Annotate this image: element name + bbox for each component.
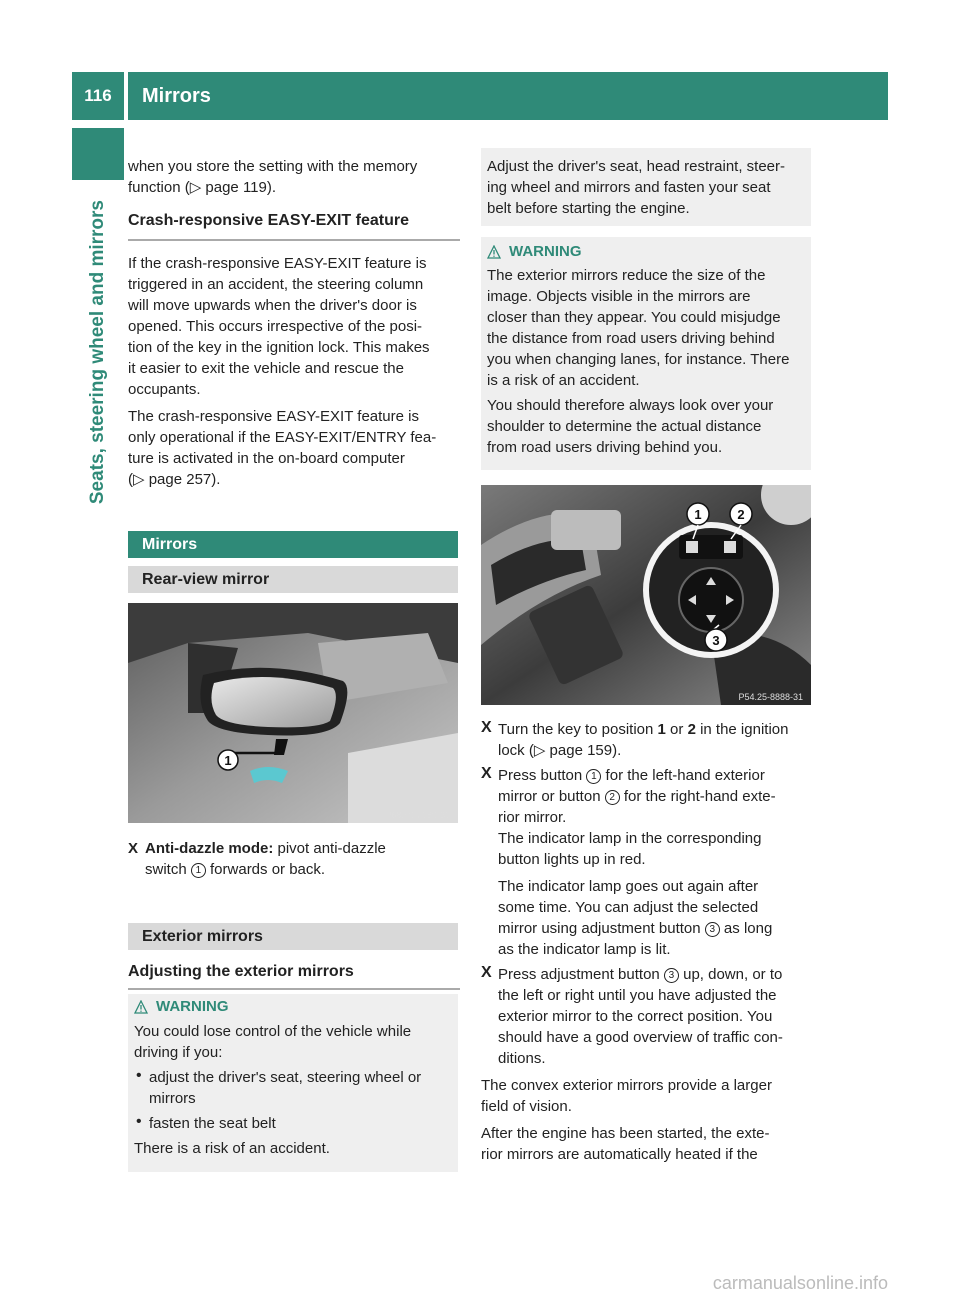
convex-paragraph [481,1075,814,1117]
text-line: button lights up in red. [498,851,646,868]
text-line: you when changing lanes, for instance. There [487,351,790,368]
text-line: Adjust the driver's seat, head restraint, steer- [487,158,786,175]
text-line: mirrors [149,1090,196,1107]
callout-3: 3 [712,633,720,648]
text-line: mirror using adjustment button 3 as long [498,920,773,937]
adjusting-heading: Adjusting the exterior mirrors [128,963,354,980]
divider [128,239,460,241]
step-item-cont [128,859,460,880]
warning-triangle-icon [487,245,501,259]
text-line: is a risk of an accident. [487,372,640,389]
text-line: The indicator lamp goes out again after [498,878,759,895]
step-item [481,719,814,761]
bullet-item: • fasten the seat belt [134,1113,452,1134]
rearview-bar: Rear-view mirror [128,566,458,593]
text-line: ing wheel and mirrors and fasten your seat [487,179,771,196]
text-line: shoulder to determine the actual distance [487,418,762,435]
text-line: tion of the key in the ignition lock. This makes [128,339,430,356]
text-line: You could lose control of the vehicle while [134,1023,412,1040]
text-line: belt before starting the engine. [487,200,690,217]
step-label: Anti-dazzle mode: [145,840,274,857]
adjusting-heading-wrap [128,961,460,990]
callout-badge: 3 [664,968,679,983]
text-line: fasten the seat belt [149,1115,276,1132]
text-line: triggered in an accident, the steering column [128,276,424,293]
text-line: closer than they appear. You could misjudge [487,309,781,326]
side-tab-label: Seats, steering wheel and mirrors [87,200,108,505]
text-line: the distance from road users driving behind [487,330,775,347]
step-marker: X [481,719,492,736]
photo-code: P68.40-2180-31 [385,810,450,820]
text-line: adjust the driver's seat, steering wheel or [149,1069,422,1086]
right-steps [481,719,814,1165]
text-line: The crash-responsive EASY-EXIT feature is [128,408,419,425]
anti-dazzle-step [128,838,460,880]
step-text: switch [145,861,191,878]
crash-heading: Crash-responsive EASY-EXIT feature [128,212,409,229]
bullet-item: • adjust the driver's seat, steering wheel or mirrors [134,1067,452,1109]
text-line: it easier to exit the vehicle and rescue the [128,360,404,377]
warning-title [134,998,452,1015]
warning-title [487,243,805,260]
text-line: rior mirror. [498,809,567,826]
intro-line-2: function (▷ page 119). [128,179,277,196]
mirror-controls-illustration [481,485,811,705]
text-line: ditions. [498,1050,546,1067]
text-line: If the crash-responsive EASY-EXIT feature is [128,255,427,272]
text-line: exterior mirror to the correct position. You [498,1008,773,1025]
step-marker: X [481,964,492,981]
step-item [128,838,460,859]
warning-triangle-icon [134,1000,148,1014]
mirrors-bar: Mirrors [128,531,458,558]
left-column [128,156,460,490]
text-line: (▷ page 257). [128,471,221,488]
step-item [481,964,814,1069]
text-line: only operational if the EASY-EXIT/ENTRY fea- [128,429,437,446]
text-line: occupants. [128,381,201,398]
text-line: ture is activated in the on-board computer [128,450,405,467]
text-line: field of vision. [481,1098,572,1115]
divider [128,988,460,990]
text-line: the left or right until you have adjusted the [498,987,777,1004]
page-number: 116 [72,72,124,120]
text-line: Press adjustment button 3 up, down, or to [498,966,783,983]
callout-badge: 3 [705,922,720,937]
rearview-mirror-illustration [128,603,458,823]
callout-1: 1 [224,753,232,768]
rearview-mirror-photo [128,603,458,823]
text-line: There is a risk of an accident. [134,1140,330,1157]
text-line: The convex exterior mirrors provide a larger [481,1077,772,1094]
side-tab [72,200,124,700]
step-marker: X [481,765,492,782]
after-paragraph [481,1123,814,1165]
warning-title-text: WARNING [156,998,229,1015]
text-line: image. Objects visible in the mirrors are [487,288,751,305]
exterior-mirrors-bar: Exterior mirrors [128,923,458,950]
warning-box-left [128,994,458,1172]
callout-badge: 2 [605,790,620,805]
text-line: some time. You can adjust the selected [498,899,759,916]
photo-code: P54.25-8888-31 [738,692,803,702]
text-line: driving if you: [134,1044,223,1061]
step-item [481,765,814,960]
crash-paragraph-2 [128,406,460,490]
text-line: You should therefore always look over your [487,397,774,414]
text-line: will move upwards when the driver's door is [128,297,417,314]
callout-2: 2 [737,507,745,522]
side-tab-marker [72,128,124,180]
step-text: forwards or back. [205,861,326,878]
warning-title-text: WARNING [509,243,582,260]
step-marker: X [128,840,139,857]
text-line: Turn the key to position 1 or 2 in the ignition [498,721,789,738]
text-line: opened. This occurs irrespective of the posi- [128,318,423,335]
callout-1: 1 [694,507,702,522]
text-line: as the indicator lamp is lit. [498,941,671,958]
callout-badge: 1 [191,863,206,878]
callout-badge: 1 [586,769,601,784]
footer-watermark: carmanualsonline.info [712,1273,888,1293]
step-text: pivot anti-dazzle [273,840,386,857]
text-line: should have a good overview of traffic con- [498,1029,783,1046]
text-line: The exterior mirrors reduce the size of the [487,267,766,284]
note-box [481,148,811,226]
section-title: Mirrors [128,72,888,120]
text-line: lock (▷ page 159). [498,742,622,759]
crash-paragraph-1 [128,253,460,400]
text-line: The indicator lamp in the corresponding [498,830,762,847]
mirror-controls-photo [481,485,811,705]
text-line: Press button 1 for the left-hand exterior [498,767,765,784]
text-line: rior mirrors are automatically heated if the [481,1146,758,1163]
warning-box-right [481,237,811,470]
text-line: from road users driving behind you. [487,439,723,456]
intro-line-1: when you store the setting with the memory [128,158,418,175]
text-line: mirror or button 2 for the right-hand exte- [498,788,776,805]
text-line: After the engine has been started, the exte- [481,1125,770,1142]
